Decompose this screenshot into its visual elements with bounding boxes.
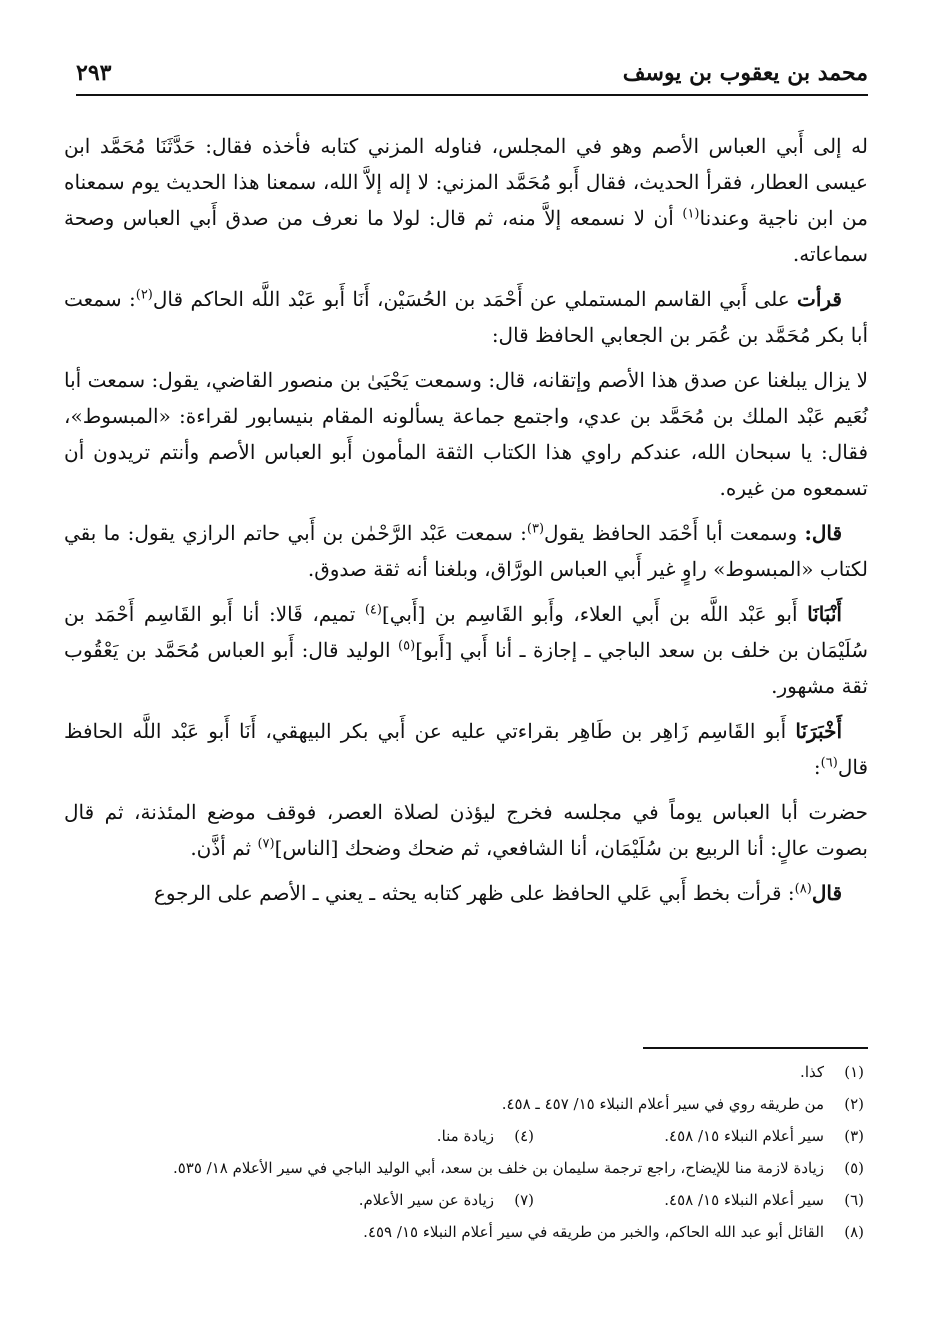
paragraph-keyword: قال: [804,521,843,545]
paragraph-keyword: قال [811,881,842,905]
footnote-row-6-7 [60,1184,864,1216]
text-paragraph [64,875,868,911]
paragraph-text: وسمعت أبا أَحْمَد الحافظ يقول [544,521,805,545]
footnote-number: (٤) [514,1127,534,1145]
footnote-row-3-4 [60,1120,864,1152]
footnote-separator [643,1047,868,1049]
footnote-text: زيادة لازمة منا للإيضاح، راجع ترجمة سليمان بن خلف بن سعد، أبي الوليد الباجي في سير الأعلام ١٨/ ٥٣٥. [172,1159,824,1177]
footnote-text: من طريقه روي في سير أعلام النبلاء ١٥/ ٤٥٧ ـ ٤٥٨. [501,1095,824,1113]
footnote-reference: (٧) [257,836,275,852]
footnote-1 [60,1056,864,1088]
paragraph-text: تميم، قَالا: أنا أَبو القَاسِم أَحْمَد بن سُلَيْمَان بن خلف بن سعد الباجي ـ إجازة ـ أنا أَبي [أَبو] [64,602,868,662]
paragraph-text: له إلى أَبي العباس الأصم وهو في المجلس، فناوله المزني كتابه فأخذه فقال: حَدَّثَنَا مُحَمَّد ابن عيسى العطار، فقرأ الحديث، فقال أَبو مُحَمَّد المزني: لا إله إلاَّ الله، سمعنا هذا الحديث يوم سمعناه من ابن ناجية وعندنا [64,134,868,230]
footnote-8 [60,1216,864,1248]
paragraph-text: حضرت أبا العباس يوماً في مجلسه فخرج ليؤذن لصلاة العصر، فوقف موضع المئذنة، ثم قال بصوت عالٍ: أنا الربيع بن سُلَيْمَان، أنا الشافعي، ثم ضحك وضحك [الناس] [64,800,868,860]
footnote-text: سير أعلام النبلاء ١٥/ ٤٥٨. [664,1191,824,1209]
footnote-5 [60,1152,864,1184]
footnote-reference: (٣) [526,521,545,537]
footnote-reference: (٦) [820,755,838,771]
paragraph-keyword: أَخْبَرَنَا [795,719,842,743]
running-title: محمد بن يعقوب بن يوسف [622,60,868,86]
footnote-number: (١) [844,1063,864,1081]
text-paragraph [64,128,868,272]
paragraph-text: على أَبي القاسم المستملي عن أَحْمَد بن الحُسَيْن، أَنَا أَبو عَبْد اللَّه الحاكم قال [152,287,798,311]
footnote-reference: (٥) [398,638,416,654]
paragraph-keyword: أَنْبَانَا [807,602,842,626]
footnote-number: (٢) [844,1095,864,1113]
paragraph-text: أَبو عَبْد اللَّه بن أَبي العلاء، وأَبو القَاسِم بن [أَبي] [381,602,808,626]
paragraph-text: : قرأت بخط أَبي عَلي الحافظ على ظهر كتابه يحثه ـ يعني ـ الأصم على الرجوع [153,881,795,905]
paragraph-text: أن لا نسمعه إلاَّ منه، ثم قال: لولا ما نعرف من صدق أَبي العباس وصحة سماعاته. [64,206,868,266]
text-paragraph [64,794,868,866]
paragraph-text: لا يزال يبلغنا عن صدق هذا الأصم وإتقانه، قال: وسمعت يَحْيَىٰ بن منصور القاضي، يقول: سمعت أبا نُعَيم عَبْد الملك بن مُحَمَّد بن عدي، واجتمع جماعة يسألونه المقام بنيسابور لقراءة: «المبسوط»، فقال: يا سبحان الله، عندكم راوي هذا الكتاب الثقة المأمون أَبو العباس الأصم وأنتم تريدون أن تسمعوه من غيره. [64,368,868,500]
text-paragraph [64,281,868,353]
paragraph-keyword: قرأت [797,287,842,311]
main-text [64,128,868,920]
footnote-text: زيادة منا. [436,1127,494,1145]
footnote-2 [60,1088,864,1120]
footnote-number: (٥) [844,1159,864,1177]
page-header [76,54,868,96]
paragraph-text: : سمعت عَبْد الرَّحْمٰن بن أَبي حاتم الرازي يقول: ما بقي لكتاب «المبسوط» راوٍ غير أَبي العباس الورَّاق، وبلغنا أنه ثقة صدوق. [64,521,868,581]
page-number: ٢٩٣ [76,60,112,86]
footnotes [60,1056,864,1248]
paragraph-text: : [813,755,821,779]
text-paragraph [64,713,868,785]
paragraph-text: أَبو القَاسِم زَاهِر بن طَاهِر بقراءتي عليه عن أَبي بكر البيهقي، أَنَا أَبو عَبْد اللَّه الحافظ قال [64,719,868,779]
footnote-reference: (٢) [135,287,153,303]
text-paragraph [64,596,868,704]
paragraph-text: الوليد قال: أَبو العباس مُحَمَّد بن يَعْقُوب ثقة مشهور. [64,638,868,698]
text-paragraph [64,515,868,587]
paragraph-text: : سمعت أبا بكر مُحَمَّد بن عُمَر بن الجعابي الحافظ قال: [64,287,868,347]
footnote-reference: (٨) [794,881,812,897]
footnote-number: (٧) [514,1191,534,1209]
footnote-number: (٨) [844,1223,864,1241]
footnote-text: القائل أبو عبد الله الحاكم، والخبر من طريقه في سير أعلام النبلاء ١٥/ ٤٥٩. [363,1223,824,1241]
footnote-number: (٣) [844,1127,864,1145]
footnote-text: كذا. [800,1063,824,1081]
footnote-reference: (٤) [364,602,382,618]
footnote-text: زيادة عن سير الأعلام. [358,1191,494,1209]
footnote-text: سير أعلام النبلاء ١٥/ ٤٥٨. [664,1127,824,1145]
paragraph-text: ثم أذَّن. [190,836,258,860]
text-paragraph [64,362,868,506]
footnote-reference: (١) [682,206,700,222]
footnote-number: (٦) [844,1191,864,1209]
